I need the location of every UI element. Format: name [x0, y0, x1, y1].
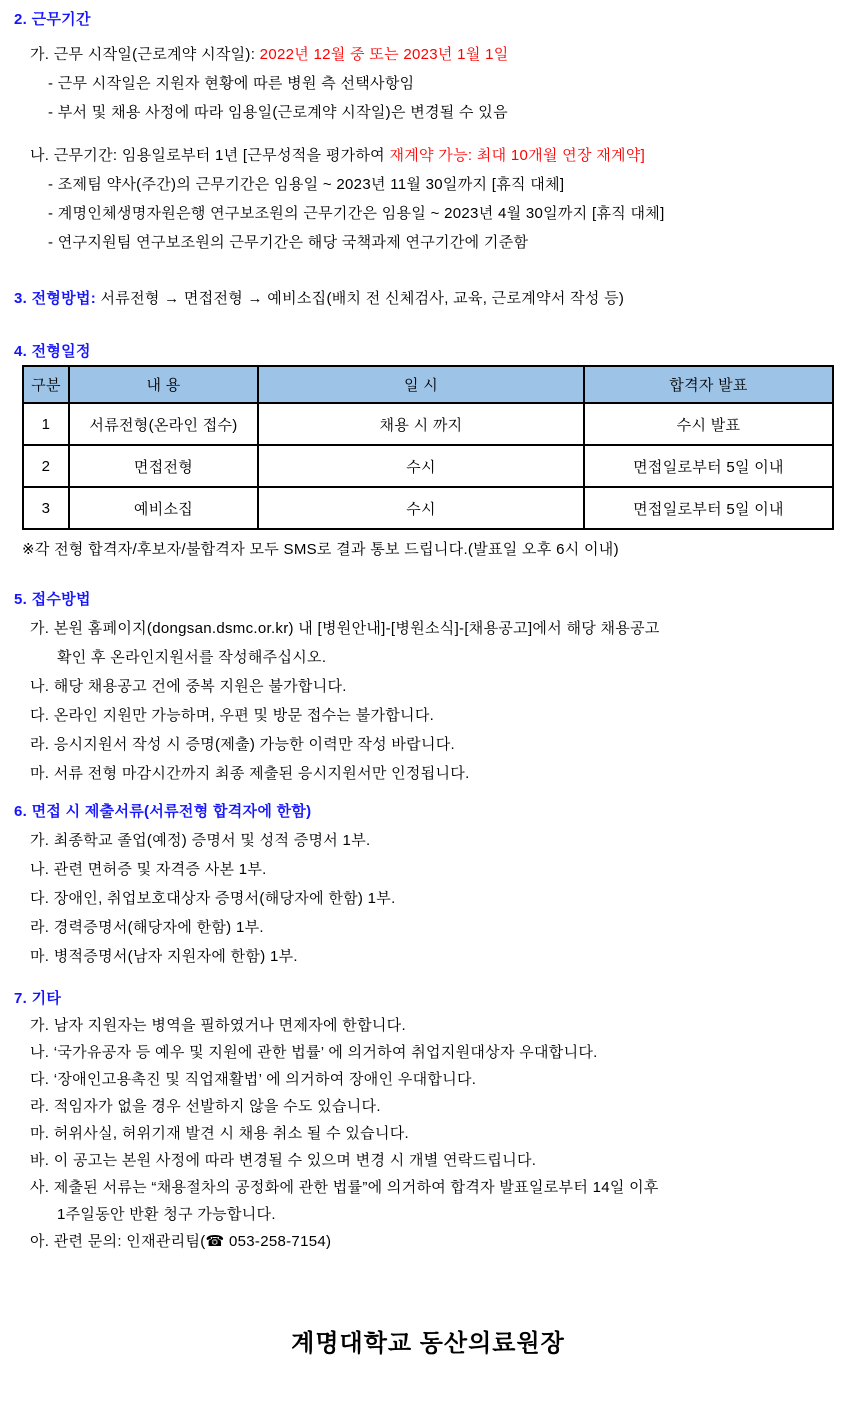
section3-body: 서류전형 → 면접전형 → 예비소집(배치 전 신체검사, 교육, 근로계약서 작성 등) — [96, 290, 625, 307]
section-interview-documents — [0, 796, 856, 970]
section6-title: 6. 면접 시 제출서류(서류전형 합격자에 한함) — [14, 803, 312, 820]
section7-item-na: 나. ‘국가유공자 등 예우 및 지원에 관한 법률’ 에 의거하여 취업지원대상자 우대합니다. — [30, 1044, 598, 1061]
row3-no: 3 — [23, 487, 69, 529]
header-no: 구분 — [23, 366, 69, 403]
section2-na-sub2: - 계명인체생명자원은행 연구보조원의 근무기간은 임용일 ~ 2023년 4월 30일까지 [휴직 대체] — [48, 205, 665, 222]
start-date-label: 가. 근무 시작일(근로계약 시작일): — [30, 46, 260, 63]
duration-label: 나. 근무기간: 임용일로부터 1년 [근무성적을 평가하여 — [30, 147, 390, 164]
header-datetime: 일 시 — [258, 366, 584, 403]
table-row — [23, 403, 833, 445]
section4-title: 4. 전형일정 — [14, 343, 91, 360]
row2-no: 2 — [23, 445, 69, 487]
row1-no: 1 — [23, 403, 69, 445]
section2-na-sub3: - 연구지원팀 연구보조원의 근무기간은 해당 국책과제 연구기간에 기준함 — [48, 234, 529, 251]
section6-item-ra: 라. 경력증명서(해당자에 한함) 1부. — [30, 919, 264, 936]
section7-item-sa-line1: 사. 제출된 서류는 “채용절차의 공정화에 관한 법률”에 의거하여 합격자 발표일로부터 14일 이후 — [30, 1179, 659, 1196]
row2-announcement: 면접일로부터 5일 이내 — [584, 445, 833, 487]
row1-datetime: 채용 시 까지 — [258, 403, 584, 445]
section-etc — [0, 984, 856, 1254]
section6-item-ma: 마. 병적증명서(남자 지원자에 한함) 1부. — [30, 948, 298, 965]
header-content: 내 용 — [69, 366, 258, 403]
header-announcement: 합격자 발표 — [584, 366, 833, 403]
section7-item-a: 아. 관련 문의: 인재관리팀(☎ 053-258-7154) — [30, 1233, 332, 1250]
section6-item-da: 다. 장애인, 취업보호대상자 증명서(해당자에 한함) 1부. — [30, 890, 396, 907]
recruitment-notice-document — [0, 4, 856, 1403]
table-row — [23, 445, 833, 487]
section-application-method — [0, 584, 856, 787]
row3-content: 예비소집 — [69, 487, 258, 529]
section5-title: 5. 접수방법 — [14, 591, 91, 608]
row3-datetime: 수시 — [258, 487, 584, 529]
section7-item-da: 다. ‘장애인고용촉진 및 직업재활법’ 에 의거하여 장애인 우대합니다. — [30, 1071, 477, 1088]
section-selection-schedule — [0, 336, 856, 563]
selection-schedule-table — [22, 365, 834, 530]
sms-notice: ※각 전형 합격자/후보자/불합격자 모두 SMS로 결과 통보 드립니다.(발표일 오후 6시 이내) — [22, 541, 619, 558]
row3-announcement: 면접일로부터 5일 이내 — [584, 487, 833, 529]
row2-datetime: 수시 — [258, 445, 584, 487]
row1-announcement: 수시 발표 — [584, 403, 833, 445]
section5-item-ra: 라. 응시지원서 작성 시 증명(제출) 가능한 이력만 작성 바랍니다. — [30, 736, 456, 753]
signature: 계명대학교 동산의료원장 — [291, 1329, 565, 1357]
row1-content: 서류전형(온라인 접수) — [69, 403, 258, 445]
section7-item-ra: 라. 적임자가 없을 경우 선발하지 않을 수도 있습니다. — [30, 1098, 381, 1115]
section2-ga-sub1: - 근무 시작일은 지원자 현황에 따른 병원 측 선택사항임 — [48, 75, 415, 92]
section5-item-ma: 마. 서류 전형 마감시간까지 최종 제출된 응시지원서만 인정됩니다. — [30, 765, 470, 782]
section2-title: 2. 근무기간 — [14, 11, 91, 28]
section7-item-ma: 마. 허위사실, 허위기재 발견 시 채용 취소 될 수 있습니다. — [30, 1125, 409, 1142]
section5-item-na: 나. 해당 채용공고 건에 중복 지원은 불가합니다. — [30, 678, 347, 695]
section7-item-sa-line2: 1주일동안 반환 청구 가능합니다. — [57, 1206, 276, 1223]
section6-item-na: 나. 관련 면허증 및 자격증 사본 1부. — [30, 861, 267, 878]
section-selection-method — [0, 283, 856, 312]
table-row — [23, 487, 833, 529]
section7-item-ba: 바. 이 공고는 본원 사정에 따라 변경될 수 있으며 변경 시 개별 연락드립니다. — [30, 1152, 537, 1169]
section2-item-start-date — [0, 39, 856, 68]
section5-item-ga-line1: 가. 본원 홈페이지(dongsan.dsmc.or.kr) 내 [병원안내]-[병원소식]-[채용공고]에서 해당 채용공고 — [30, 620, 660, 637]
start-date-value: 2022년 12월 중 또는 2023년 1월 1일 — [259, 46, 509, 63]
section3-title: 3. 전형방법: — [14, 290, 97, 307]
duration-highlight: 재계약 가능: 최대 10개월 연장 재계약] — [389, 147, 646, 164]
row2-content: 면접전형 — [69, 445, 258, 487]
section7-item-ga: 가. 남자 지원자는 병역을 필하였거나 면제자에 한합니다. — [30, 1017, 406, 1034]
section-work-period — [0, 4, 856, 256]
table-header-row — [23, 366, 833, 403]
section2-item-duration — [0, 140, 856, 169]
section5-item-ga-line2: 확인 후 온라인지원서를 작성해주십시오. — [57, 649, 327, 666]
section5-item-da: 다. 온라인 지원만 가능하며, 우편 및 방문 접수는 불가합니다. — [30, 707, 435, 724]
section7-title: 7. 기타 — [14, 990, 62, 1007]
section2-ga-sub2: - 부서 및 채용 사정에 따라 임용일(근로계약 시작일)은 변경될 수 있음 — [48, 104, 508, 121]
section6-item-ga: 가. 최종학교 졸업(예정) 증명서 및 성적 증명서 1부. — [30, 832, 371, 849]
section3-line — [0, 283, 856, 312]
section2-na-sub1: - 조제팀 약사(주간)의 근무기간은 임용일 ~ 2023년 11월 30일까지 [휴직 대체] — [48, 176, 565, 193]
